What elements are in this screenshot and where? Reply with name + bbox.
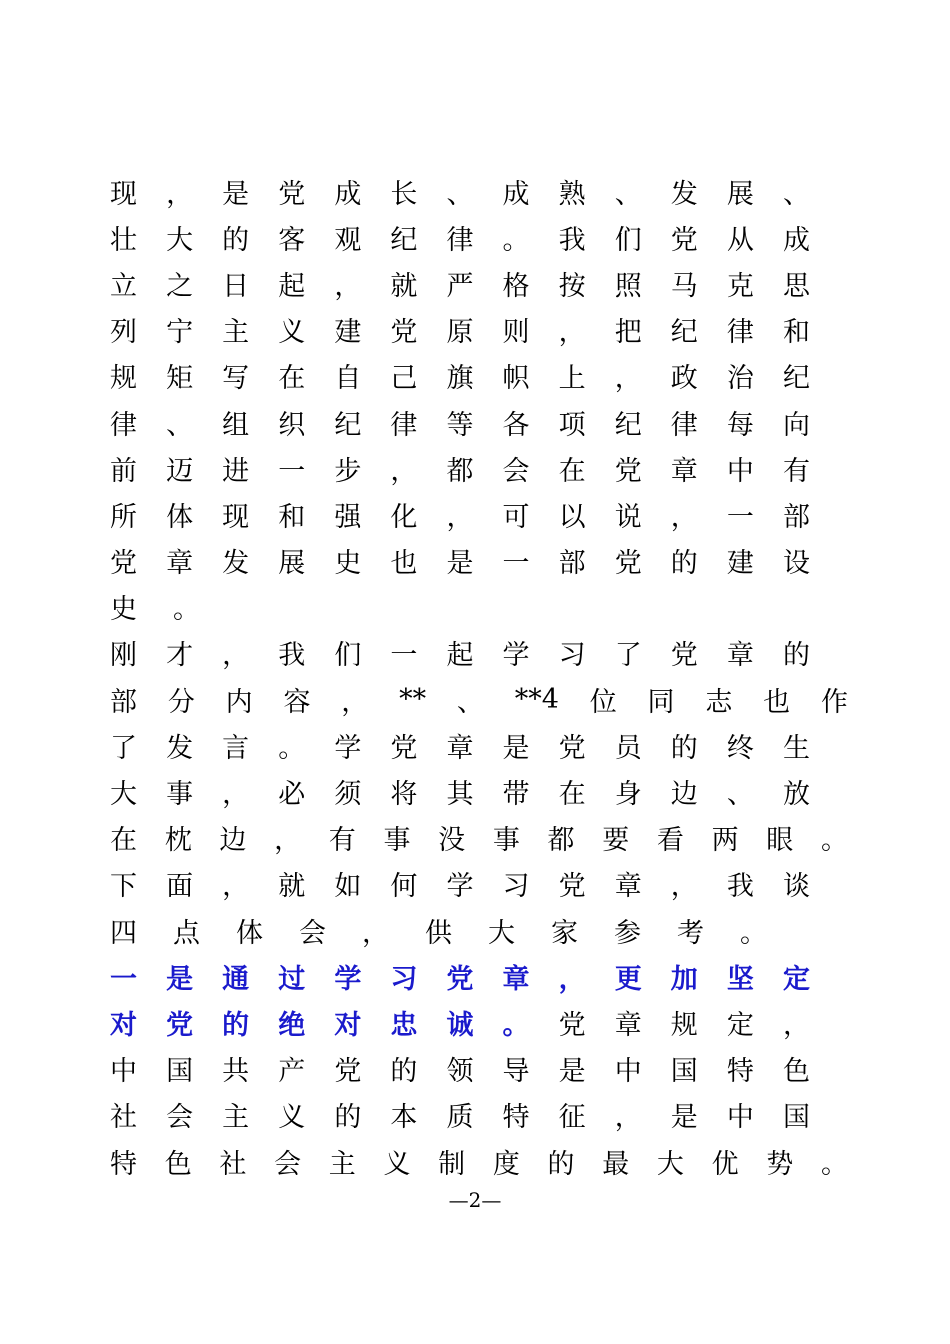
body-text [110,168,870,1184]
text-line: 对 党 的 绝 对 忠 诚 。 党 章 规 定 ， [110,1009,810,1041]
text-line: 壮 大 的 客 观 纪 律 。 我 们 党 从 成 [110,224,810,256]
text-line: 史 。 [110,594,200,626]
text-line: 四 点 体 会 ， 供 大 家 参 考 。 [110,917,767,949]
text-line: 社 会 主 义 的 本 质 特 征 ， 是 中 国 [110,1102,810,1134]
text-line: 律 、 组 织 纪 律 等 各 项 纪 律 每 向 [110,409,810,441]
text-line: 了 发 言 。 学 党 章 是 党 员 的 终 生 [110,732,810,764]
text-line: 中 国 共 产 党 的 领 导 是 中 国 特 色 [110,1056,810,1088]
text-line: 规 矩 写 在 自 己 旗 帜 上 ， 政 治 纪 [110,363,810,395]
page-number: —2— [448,1188,502,1212]
text-line: 在 枕 边 ， 有 事 没 事 都 要 看 两 眼 。 [110,825,848,857]
text-line: 所 体 现 和 强 化 ， 可 以 说 ， 一 部 [110,501,810,533]
text-line: 部 分 内 容 ， ** 、 **4 位 同 志 也 作 [110,683,848,718]
text-line: 党 章 发 展 史 也 是 一 部 党 的 建 设 [110,548,810,580]
text-line: 列 宁 主 义 建 党 原 则 ， 把 纪 律 和 [110,317,810,349]
text-line: 前 迈 进 一 步 ， 都 会 在 党 章 中 有 [110,455,810,487]
text-line: 立 之 日 起 ， 就 严 格 按 照 马 克 思 [110,270,810,302]
text-line: 大 事 ， 必 须 将 其 带 在 身 边 、 放 [110,779,810,811]
text-line: 下 面 ， 就 如 何 学 习 党 章 ， 我 谈 [110,871,810,903]
text-line: 特 色 社 会 主 义 制 度 的 最 大 优 势 。 [110,1148,848,1180]
text-line: 刚 才 ， 我 们 一 起 学 习 了 党 章 的 [110,640,810,672]
text-line: 现 ， 是 党 成 长 、 成 熟 、 发 展 、 [110,178,810,210]
text-line: 一 是 通 过 学 习 党 章 ， 更 加 坚 定 [110,963,810,995]
